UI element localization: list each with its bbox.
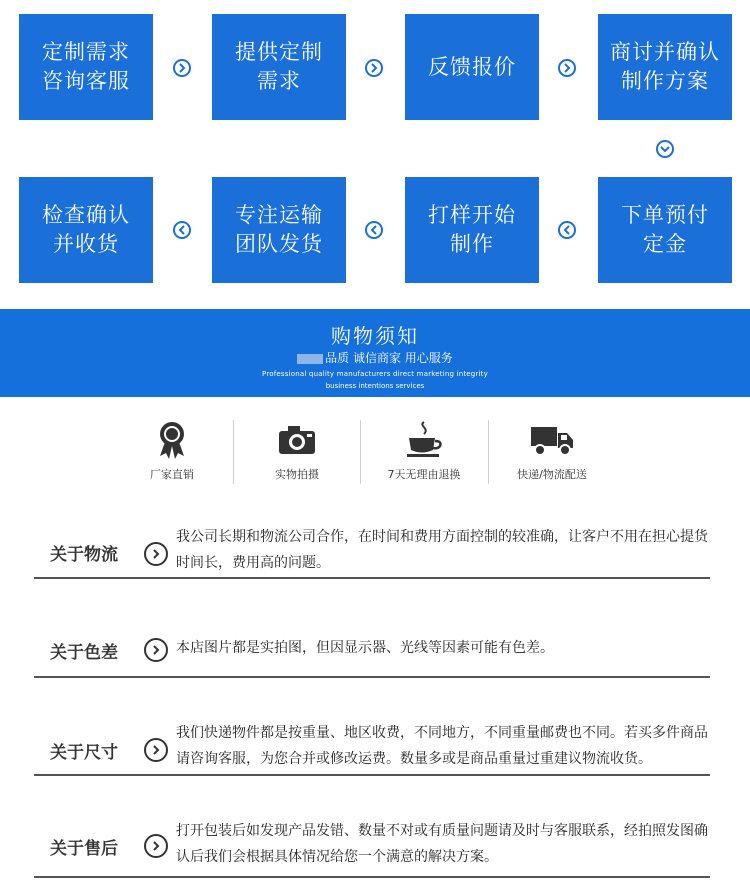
step-line1: 定制需求 xyxy=(42,40,130,64)
circle-arrow-icon xyxy=(144,834,168,858)
notice-size xyxy=(34,716,710,776)
step-line1: 反馈报价 xyxy=(428,54,516,79)
banner-subtitle-row xyxy=(0,349,750,366)
divider-line xyxy=(34,577,710,579)
notice-after-sales xyxy=(34,816,710,876)
process-step-4 xyxy=(598,14,732,120)
notice-text: 我们快递物件都是按重量、地区收费，不同地方，不同重量邮费也不同。若买多件商品请咨询客服，为您合并或修改运费。数量多或是商品重量过重建议物流收货。 xyxy=(176,725,708,767)
arrow-down-icon xyxy=(656,140,674,158)
step-line2: 制作 xyxy=(450,232,494,256)
notice-logistics xyxy=(34,520,710,580)
divider-line xyxy=(34,676,710,678)
arrow-right-icon xyxy=(173,59,191,77)
circle-arrow-icon xyxy=(144,542,168,566)
step-line1: 下单预付 xyxy=(621,203,709,227)
arrow-left-icon xyxy=(365,221,383,239)
step-line2: 定金 xyxy=(643,232,687,256)
banner-english-line1: Professional quality manufacturers direct marketing integrity xyxy=(262,370,488,378)
divider-line xyxy=(34,876,710,878)
arrow-right-icon xyxy=(558,59,576,77)
delivery-truck-icon xyxy=(488,420,616,460)
notice-color-difference xyxy=(34,620,710,680)
process-step-7 xyxy=(212,177,346,283)
process-step-6 xyxy=(405,177,539,283)
notice-text: 本店图片都是实拍图，但因显示器、光线等因素可能有色差。 xyxy=(176,640,554,656)
feature-factory-direct xyxy=(108,420,236,490)
divider-line xyxy=(34,774,710,776)
step-line2: 制作方案 xyxy=(621,69,709,93)
notice-title: 关于色差 xyxy=(50,643,118,663)
notice-title: 关于尺寸 xyxy=(50,743,118,763)
feature-label: 厂家直销 xyxy=(150,468,194,481)
step-line2: 需求 xyxy=(257,69,301,93)
feature-7day-return xyxy=(360,420,488,490)
circle-arrow-icon xyxy=(144,638,168,662)
feature-label: 7天无理由退换 xyxy=(387,468,461,481)
feature-real-photos xyxy=(233,420,361,490)
notice-title: 关于售后 xyxy=(50,839,118,859)
notice-text: 打开包装后如发现产品发错、数量不对或有质量问题请及时与客服联系，经拍照发图确认后我们会根据具体情况给您一个满意的解决方案。 xyxy=(176,823,708,865)
circle-arrow-icon xyxy=(144,738,168,762)
feature-label: 快递/物流配送 xyxy=(517,468,587,481)
feature-label: 实物拍摄 xyxy=(275,468,319,481)
notice-text: 我公司长期和物流公司合作，在时间和费用方面控制的较准确，让客户不用在担心提货时间长，费用高的问题。 xyxy=(176,529,708,571)
coffee-cup-icon xyxy=(360,420,488,460)
award-ribbon-icon xyxy=(108,420,236,460)
step-line1: 打样开始 xyxy=(428,203,516,227)
process-step-2 xyxy=(212,14,346,120)
banner-title: 购物须知 xyxy=(331,324,419,348)
feature-delivery xyxy=(488,420,616,490)
process-step-5 xyxy=(598,177,732,283)
step-line1: 商讨并确认 xyxy=(610,40,720,64)
step-line1: 提供定制 xyxy=(235,40,323,64)
arrow-left-icon xyxy=(173,221,191,239)
process-step-8 xyxy=(19,177,153,283)
process-step-1 xyxy=(19,14,153,120)
shopping-notice-banner xyxy=(0,309,750,397)
blurred-brand-name xyxy=(297,354,323,364)
banner-subtitle: 品质 诚信商家 用心服务 xyxy=(325,351,453,365)
arrow-left-icon xyxy=(558,221,576,239)
step-line2: 咨询客服 xyxy=(42,69,130,93)
step-line1: 专注运输 xyxy=(235,203,323,227)
arrow-right-icon xyxy=(365,59,383,77)
step-line2: 团队发货 xyxy=(235,232,323,256)
step-line1: 检查确认 xyxy=(42,203,130,227)
banner-english-line2: business intentions services xyxy=(325,382,425,390)
step-line2: 并收货 xyxy=(53,232,119,256)
camera-icon xyxy=(233,420,361,460)
process-step-3 xyxy=(405,14,539,120)
notice-title: 关于物流 xyxy=(50,545,118,565)
